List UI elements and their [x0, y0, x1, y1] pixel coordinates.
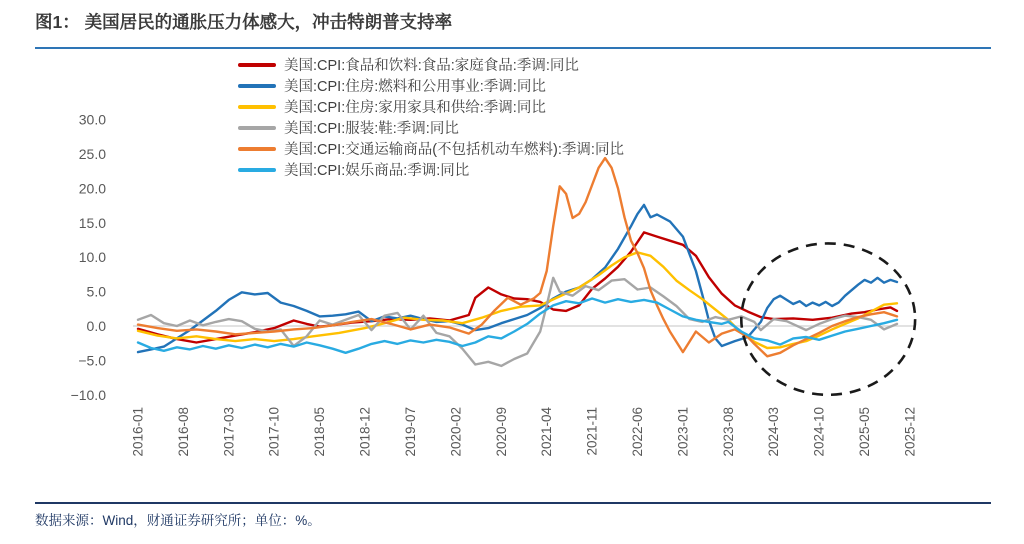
legend-item [238, 96, 624, 117]
x-tick-label: 2018-12 [357, 407, 373, 457]
series-line-3 [138, 278, 897, 366]
legend-item [238, 75, 624, 96]
x-tick-label: 2025-05 [857, 407, 873, 457]
x-tick-label: 2020-09 [493, 407, 509, 457]
legend-line-swatch [238, 126, 276, 130]
legend-line-swatch [238, 147, 276, 151]
x-tick-label: 2016-08 [175, 407, 191, 457]
figure-title: 图1： 美国居民的通胀压力体感大，冲击特朗普支持率 [35, 12, 453, 32]
chart-legend [238, 54, 624, 180]
legend-label: 美国:CPI:交通运输商品(不包括机动车燃料):季调:同比 [284, 142, 624, 158]
x-tick-label: 2024-03 [766, 407, 782, 457]
legend-item [238, 117, 624, 138]
legend-line-swatch [238, 105, 276, 109]
x-tick-label: 2017-03 [221, 407, 237, 457]
legend-line-swatch [238, 84, 276, 88]
x-tick-label: 2023-01 [675, 407, 691, 457]
x-tick-label: 2016-01 [130, 407, 146, 457]
y-axis-labels [71, 112, 107, 403]
x-tick-label: 2019-07 [402, 407, 418, 457]
x-tick-label: 2017-10 [266, 407, 282, 457]
source-note: 数据来源：Wind，财通证券研究所；单位：%。 [35, 513, 321, 528]
legend-item [238, 54, 624, 75]
y-tick-label: 0.0 [86, 318, 106, 334]
legend-line-swatch [238, 168, 276, 172]
y-tick-label: 10.0 [78, 249, 106, 266]
legend-line-swatch [238, 63, 276, 67]
y-tick-label: 30.0 [78, 111, 106, 128]
x-tick-label: 2018-05 [312, 407, 328, 457]
legend-label: 美国:CPI:娱乐商品:季调:同比 [284, 163, 470, 179]
y-tick-label: 25.0 [78, 146, 106, 162]
y-tick-label: −5.0 [78, 352, 106, 369]
x-tick-label: 2021-11 [584, 407, 600, 456]
legend-label: 美国:CPI:住房:家用家具和供给:季调:同比 [284, 100, 546, 116]
y-tick-label: 15.0 [78, 214, 106, 231]
footer-rule [35, 502, 991, 504]
legend-item [238, 138, 624, 159]
x-tick-label: 2025-12 [902, 407, 918, 457]
y-tick-label: 20.0 [78, 180, 106, 197]
x-axis-labels [131, 407, 918, 457]
legend-item [238, 159, 624, 180]
x-tick-label: 2024-10 [811, 407, 827, 457]
x-tick-label: 2021-04 [539, 407, 555, 457]
legend-label: 美国:CPI:服装:鞋:季调:同比 [284, 121, 459, 137]
x-tick-label: 2023-08 [720, 407, 736, 457]
y-tick-label: −10.0 [70, 386, 106, 403]
y-tick-label: 5.0 [86, 283, 106, 300]
legend-label: 美国:CPI:食品和饮料:食品:家庭食品:季调:同比 [284, 58, 579, 74]
x-tick-label: 2020-02 [448, 407, 464, 457]
x-tick-label: 2022-06 [629, 407, 645, 457]
legend-label: 美国:CPI:住房:燃料和公用事业:季调:同比 [284, 79, 546, 95]
